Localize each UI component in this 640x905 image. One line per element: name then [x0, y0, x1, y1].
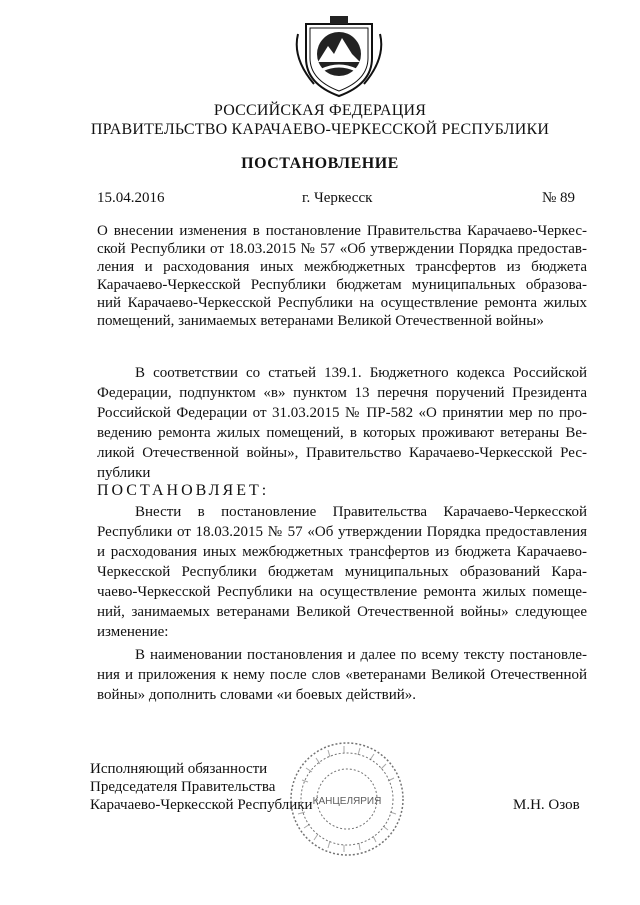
body-line: изменение: [97, 624, 169, 640]
signatory-title-line: Председателя Правительства [90, 779, 276, 795]
body-line: ний, занимаемых ветеранами Великой Отечественной войны» следующее [97, 604, 587, 620]
body-line: чаево-Черкесской Республики на осуществление ремонта жилых помеще- [97, 584, 587, 600]
preamble-line: Российской Федерации от 31.03.2015 № ПР-582 «О принятии мер по про- [97, 405, 587, 421]
document-type: ПОСТАНОВЛЕНИЕ [241, 155, 399, 172]
document-date: 15.04.2016 [97, 190, 165, 206]
decree-word: ПОСТАНОВЛЯЕТ: [97, 482, 270, 499]
subject-line: ской Республики от 18.03.2015 № 57 «Об утверждении Порядка предостав- [97, 241, 587, 257]
preamble-line: публики [97, 465, 151, 481]
signatory-title-line: Карачаево-Черкесской Республики [90, 797, 313, 813]
signatory-name: М.Н. Озов [513, 797, 580, 813]
body-line: Внести в постановление Правительства Карачаево-Черкесской [135, 504, 587, 520]
preamble-line: В соответствии со статьей 139.1. Бюджетного кодекса Российской [135, 365, 587, 381]
subject-line: О внесении изменения в постановление Правительства Карачаево-Черкес- [97, 223, 587, 239]
government-name: ПРАВИТЕЛЬСТВО КАРАЧАЕВО-ЧЕРКЕССКОЙ РЕСПУБЛИКИ [90, 121, 550, 138]
subject-line: ний Карачаево-Черкесской Республики на осуществление ремонта жилых [97, 295, 587, 311]
country-name: РОССИЙСКАЯ ФЕДЕРАЦИЯ [213, 102, 427, 119]
body-line: В наименовании постановления и далее по всему тексту постановле- [135, 647, 587, 663]
stamp-text: КАНЦЕЛЯРИЯ [312, 796, 382, 807]
signatory-title-line: Исполняющий обязанности [90, 761, 268, 777]
subject-line: помещений, занимаемых ветеранами Великой Отечественной войны» [97, 313, 544, 329]
subject-line: ления и расходования иных межбюджетных трансфертов из бюджета [97, 259, 587, 275]
preamble-line: ведению ремонта жилых помещений, в которых проживают ветераны Ве- [97, 425, 587, 441]
body-line: Черкесской Республики бюджетам муниципальных образований Кара- [97, 564, 587, 580]
body-line: Республики от 18.03.2015 № 57 «Об утверждении Порядка предоставления [97, 524, 587, 540]
preamble-line: ликой Отечественной войны», Правительство Карачаево-Черкесской Рес- [97, 445, 587, 461]
body-line: войны» дополнить словами «и боевых действий». [97, 687, 417, 703]
office-stamp [288, 740, 406, 858]
document-number: № 89 [542, 190, 576, 206]
document-city: г. Черкесск [302, 190, 373, 206]
body-line: ния и приложения к нему после слов «ветеранами Великой Отечественной [97, 667, 587, 683]
subject-line: Карачаево-Черкесской Республики бюджетам муниципальных образова- [97, 277, 587, 293]
body-line: и расходования иных межбюджетных трансфертов из бюджета Карачаево- [97, 544, 587, 560]
coat-of-arms-icon [294, 14, 384, 100]
preamble-line: Федерации, подпунктом «в» пунктом 13 перечня поручений Президента [97, 385, 587, 401]
